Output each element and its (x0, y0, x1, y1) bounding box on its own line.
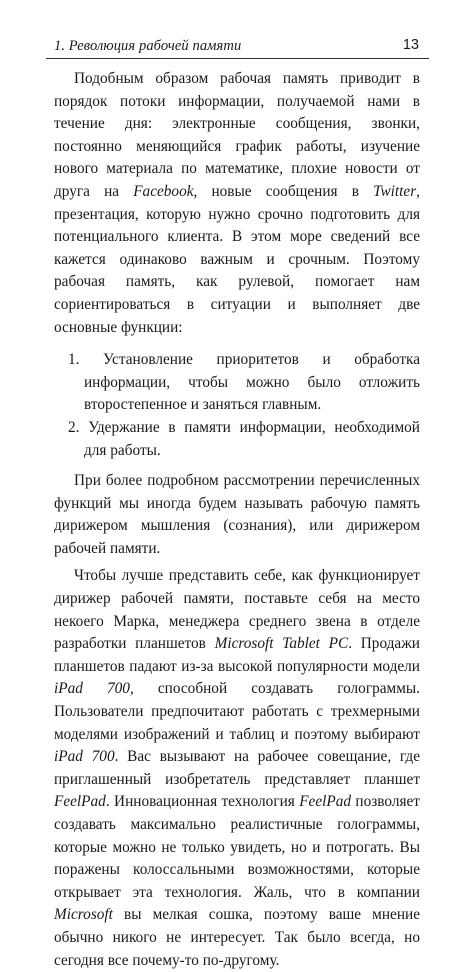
chapter-title: 1. Революция рабочей памяти (54, 38, 242, 54)
list-item: 1. Установление приоритетов и обработка информации, чтобы можно было отложить второстепенное и заняться главным. (68, 351, 420, 414)
page-number: 13 (402, 37, 419, 53)
body-text (54, 68, 420, 972)
running-header (46, 36, 429, 59)
list-item: 2. Удержание в памяти информации, необходимой для работы. (68, 418, 420, 459)
paragraph-2: При более подробном рассмотрении перечисленных функций мы иногда будем называть рабочую память дирижером мышления (сознания), или дирижером рабочей памяти. (54, 472, 420, 557)
paragraph-3: Чтобы лучше представить себе, как функционирует дирижер рабочей памяти, поставьте себя на место некоего Марка, менеджера среднего звена в отделе разработки планшетов Microsoft Tablet PC. Продажи планшетов падают из-за высокой популярности модели iPad 700, способной создавать голограммы. Пользователи предпочитают работать с трехмерными моделями изображений и таблиц и поэтому выбирают iPad 700. Вас вызывают на рабочее совещание, где приглашенный изобретатель представляет планшет FeelPad. Инновационная технология FeelPad позволяет создавать максимально реалистичные голограммы, которые можно не только увидеть, но и потрогать. Вы поражены колоссальными возможностями, которые открывает эта технология. Жаль, что в компании Microsoft вы мелкая сошка, поэтому ваше мнение обычно никого не интересует. Так было всегда, но сегодня все почему-то по-другому. (54, 567, 420, 969)
paragraph-1: Подобным образом рабочая память приводит в порядок потоки информации, получаемой нами в течение дня: электронные сообщения, звонки, постоянно меняющийся график работы, изучение нового материала по математике, плохие новости от друга на Facebook, новые сообщения в Twitter, презентация, которую нужно срочно подготовить для потенциального клиента. В этом море сведений все кажется одинаково важным и срочным. Поэтому рабочая память, как рулевой, помогает нам сориентироваться в ситуации и выполняет две основные функции: (54, 70, 420, 336)
function-list (54, 349, 420, 462)
